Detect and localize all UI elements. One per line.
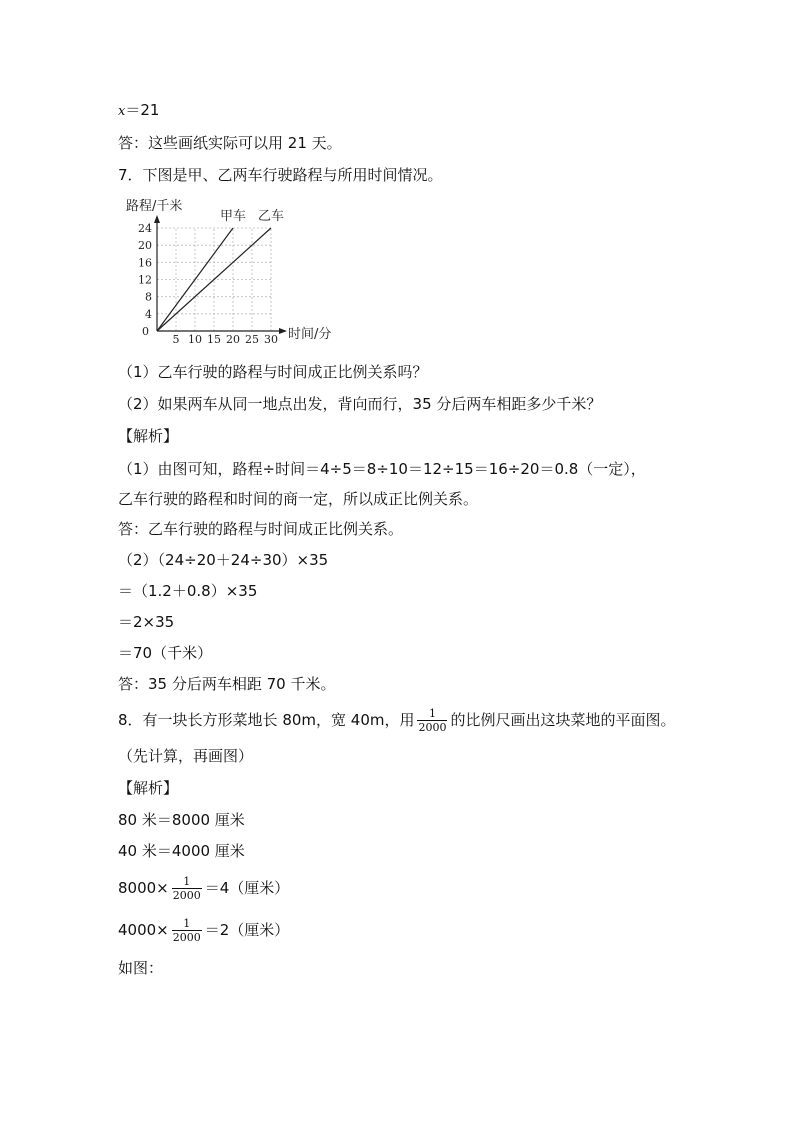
scale-fraction [172,917,202,944]
y-tick-label: 8 [145,290,152,304]
x-tick-label: 20 [226,333,240,346]
question-8-text-end: 的比例尺画出这块菜地的平面图。 [450,711,676,729]
question-7: 7．下图是甲、乙两车行驶路程与所用时间情况。 [118,166,443,184]
solution-8-line-2: 40 米＝4000 厘米 [118,842,245,860]
solution-7-1-line-2: 乙车行驶的路程和时间的商一定，所以成正比例关系。 [118,490,479,508]
y-tick-label: 24 [138,222,152,235]
solution-7-2-line-1: （2）（24÷20＋24÷30）×35 [118,551,329,569]
question-8-note: （先计算，再画图） [118,747,254,765]
x-tick-label: 10 [188,333,202,346]
solution-7-2-line-3: ＝2×35 [118,613,175,631]
solution-7-2-line-4: ＝70（千米） [118,644,213,662]
solution-7-2-line-2: ＝（1.2＋0.8）×35 [118,582,258,600]
solution-8-line-5: 如图： [118,959,164,977]
x-value: ＝21 [125,101,160,119]
solution-8-line-3 [118,875,289,902]
length-calc-start: 8000× [118,879,169,897]
solution-7-1-line-1: （1）由图可知，路程÷时间＝4÷5＝8÷10＝12÷15＝16÷20＝0.8（一定）， [118,460,646,478]
fraction-numerator: 1 [172,875,202,889]
width-calc-start: 4000× [118,921,169,939]
width-calc-result: ＝2（厘米） [204,921,290,939]
x-tick-label: 30 [264,333,278,346]
fraction-numerator: 1 [172,917,202,931]
series-label: 乙车 [257,209,285,224]
question-8-text-start: 8．有一块长方形菜地长 80m，宽 40m，用 [118,711,415,729]
question-8 [118,707,676,734]
y-tick-label: 4 [145,307,152,321]
y-axis-arrow [154,215,160,223]
length-calc-result: ＝4（厘米） [204,879,290,897]
answer-q6: 答：这些画纸实际可以用 21 天。 [118,134,342,152]
distance-time-chart [118,196,378,346]
chart-ylabel: 路程/千米 [126,199,183,214]
fraction-denominator: 2000 [172,889,201,902]
fraction-numerator: 1 [417,707,447,721]
question-7-part-1: （1）乙车行驶的路程与时间成正比例关系吗？ [118,363,428,381]
x-tick-label: 5 [172,333,180,346]
fraction-denominator: 2000 [418,721,447,734]
solution-8-line-1: 80 米＝8000 厘米 [118,811,245,829]
x-tick-label: 15 [207,333,221,346]
scale-fraction [172,875,202,902]
analysis-heading-8: 【解析】 [118,779,179,797]
x-tick-label: 25 [245,333,259,346]
scale-fraction [417,707,447,734]
origin-label: 0 [142,325,149,338]
x-axis-arrow [279,328,287,334]
variable-x: x [118,104,126,119]
analysis-heading-7: 【解析】 [118,427,179,445]
answer-7-1: 答：乙车行驶的路程与时间成正比例关系。 [118,520,404,538]
y-tick-label: 12 [138,273,152,287]
chart-xlabel: 时间/分 [288,327,332,342]
y-tick-label: 20 [138,239,152,253]
series-label: 甲车 [219,209,247,224]
solution-x-line [118,100,159,122]
fraction-denominator: 2000 [172,931,201,944]
answer-7-2: 答：35 分后两车相距 70 千米。 [118,675,336,693]
solution-8-line-4 [118,917,289,944]
question-7-part-2: （2）如果两车从同一地点出发，背向而行，35 分后两车相距多少千米？ [118,395,602,413]
y-tick-label: 16 [138,256,152,270]
